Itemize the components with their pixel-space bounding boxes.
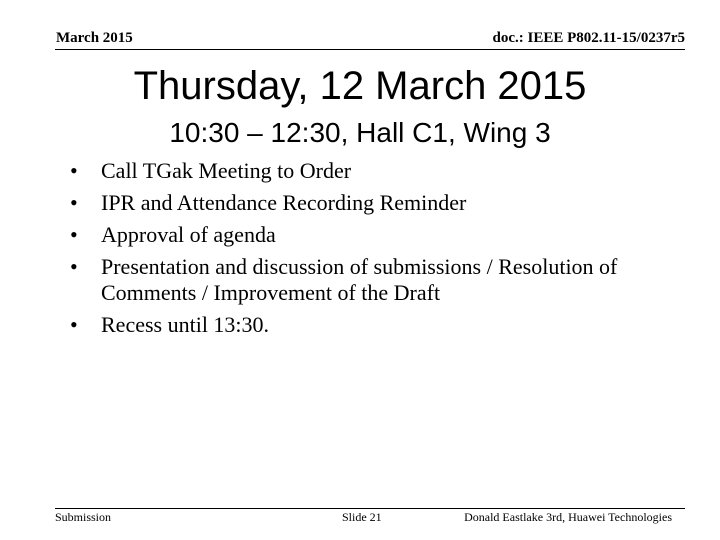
agenda-item: • Recess until 13:30. xyxy=(70,312,670,338)
agenda-item: • Approval of agenda xyxy=(70,222,670,248)
agenda-list xyxy=(70,158,670,344)
agenda-item: • Call TGak Meeting to Order xyxy=(70,158,670,184)
header-date: March 2015 xyxy=(56,30,133,46)
header-divider xyxy=(55,49,685,50)
slide-subtitle: 10:30 – 12:30, Hall C1, Wing 3 xyxy=(169,117,551,148)
slide-title: Thursday, 12 March 2015 xyxy=(133,64,587,108)
footer-slide-number: Slide 21 xyxy=(342,510,382,524)
footer-author: Donald Eastlake 3rd, Huawei Technologies xyxy=(464,510,672,524)
agenda-item: • IPR and Attendance Recording Reminder xyxy=(70,190,670,216)
agenda-item: • Presentation and discussion of submissions / Resolution of Comments / Improvement of the Draft xyxy=(70,254,670,306)
header-doc-id: doc.: IEEE P802.11-15/0237r5 xyxy=(492,30,685,46)
footer-submission: Submission xyxy=(55,510,112,524)
footer-divider xyxy=(55,508,685,509)
